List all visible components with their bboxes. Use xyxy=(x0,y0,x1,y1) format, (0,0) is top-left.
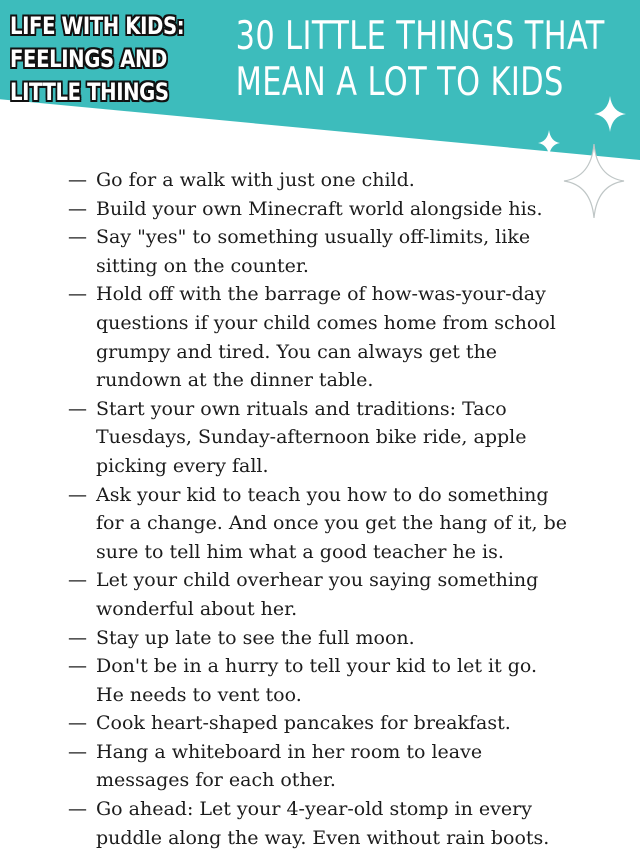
bullet-dash: — xyxy=(68,569,87,592)
title-line: 30 LITTLE THINGS THAT xyxy=(235,14,605,59)
bullet-dash: — xyxy=(68,798,87,821)
bullet-dash: — xyxy=(68,626,87,649)
list-item xyxy=(68,280,568,394)
list-item-text: Hold off with the barrage of how-was-your-day questions if your child comes home from school grumpy and tired. You can always get the rundown at the dinner table. xyxy=(96,283,556,392)
list-item-text: Start your own rituals and traditions: Taco Tuesdays, Sunday-afternoon bike ride, apple picking every fall. xyxy=(96,397,527,477)
list-item-text: Say "yes" to something usually off-limits, like sitting on the counter. xyxy=(96,226,531,277)
list-item-text: Hang a whiteboard in her room to leave messages for each other. xyxy=(96,740,483,792)
list-item-text: Go ahead: Let your 4-year-old stomp in every puddle along the way. Even without rain boots. xyxy=(96,798,550,849)
list-item xyxy=(68,566,568,623)
list-item xyxy=(68,481,568,567)
list-item xyxy=(68,624,568,653)
list-item xyxy=(68,395,568,481)
list-item xyxy=(68,195,568,224)
list-item xyxy=(68,166,568,195)
list-item-text: Go for a walk with just one child. xyxy=(96,169,415,191)
list-item xyxy=(68,709,568,738)
bullet-dash: — xyxy=(68,483,87,506)
bullet-dash: — xyxy=(68,283,87,306)
sparkle-icon xyxy=(562,142,626,220)
list-item xyxy=(68,223,568,280)
list-item-text: Build your own Minecraft world alongside his. xyxy=(96,197,543,220)
bullet-dash: — xyxy=(68,197,87,220)
list-item-text: Let your child overhear you saying something wonderful about her. xyxy=(96,569,539,620)
sparkle-icon xyxy=(538,130,560,156)
tips-list xyxy=(68,166,568,852)
page-title xyxy=(235,14,605,106)
list-item-text: Ask your kid to teach you how to do something for a change. And once you get the hang of it, be sure to tell him what a good teacher he is. xyxy=(96,483,568,563)
bullet-dash: — xyxy=(68,712,87,735)
bullet-dash: — xyxy=(68,226,87,249)
logo-line: LIFE WITH KIDS: xyxy=(10,12,185,40)
list-item-text: Stay up late to see the full moon. xyxy=(96,626,415,649)
list-item xyxy=(68,652,568,709)
bullet-dash: — xyxy=(68,169,87,191)
bullet-dash: — xyxy=(68,397,87,420)
logo-line: LITTLE THINGS xyxy=(10,78,169,106)
bullet-dash: — xyxy=(68,655,87,678)
list-item-text: Don't be in a hurry to tell your kid to let it go. He needs to vent too. xyxy=(96,655,538,706)
bullet-dash: — xyxy=(68,740,87,763)
sparkle-icon xyxy=(594,96,626,132)
logo-line: FEELINGS AND xyxy=(10,45,167,73)
title-line: MEAN A LOT TO KIDS xyxy=(235,60,564,105)
list-item xyxy=(68,738,568,795)
logo-text xyxy=(10,10,185,109)
list-item-text: Cook heart-shaped pancakes for breakfast. xyxy=(96,712,511,735)
list-item xyxy=(68,795,568,852)
